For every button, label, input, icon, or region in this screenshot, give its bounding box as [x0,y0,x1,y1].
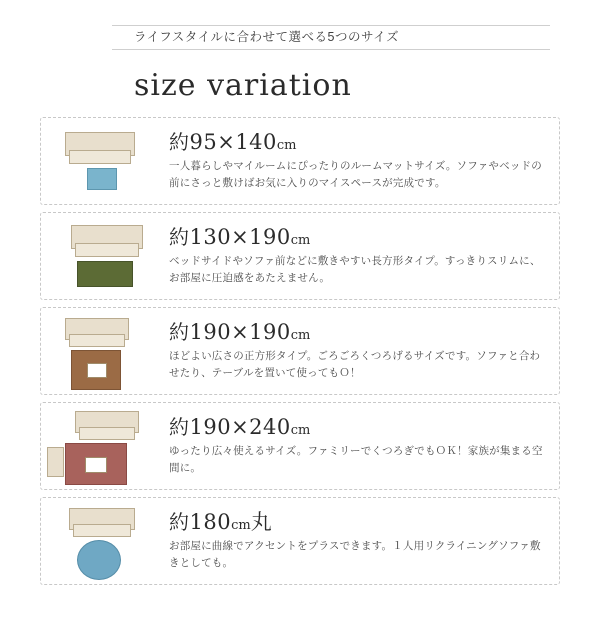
header-band [22,22,578,50]
table-shape [87,363,107,378]
size-label-130x190 [169,226,545,249]
rug-shape [87,168,117,190]
size-value: 95×140 [189,130,277,155]
sofa-seat [69,334,125,347]
text-column-130x190 [165,226,559,286]
illustration-190x240 [41,403,165,489]
size-description-180-round: お部屋に曲線でアクセントをプラスできます。１人用リクライニングソファ敷きとしても。 [169,540,541,569]
size-value: 190×190 [189,320,291,345]
sofa-seat [79,427,135,440]
size-description-190x190: ほどよい広さの正方形タイプ。ごろごろくつろげるサイズです。ソファと合わせたり、テーブルを置いて使ってもＯ！ [169,350,541,379]
size-unit: cm [290,328,311,344]
text-column-190x190 [165,321,559,381]
size-unit: cm [290,233,311,249]
size-description-95x140: 一人暮らしやマイルームにぴったりのルームマットサイズ。ソファやベッドの前にさっと敷けばお気に入りのマイスペースが完成です。 [169,160,542,189]
size-prefix: 約 [169,510,190,535]
size-row-95x140 [40,117,560,205]
page-title: size variation [134,68,352,103]
side-sofa-shape [47,447,64,477]
size-label-190x190 [169,321,545,344]
size-value: 130×190 [189,225,291,250]
size-label-180-round [169,511,545,534]
sofa-seat [75,243,139,257]
illustration-130x190 [41,213,165,299]
size-prefix: 約 [169,320,190,345]
size-row-190x240 [40,402,560,490]
size-row-190x190 [40,307,560,395]
size-variation-list [22,117,578,585]
page-root [0,22,600,622]
size-prefix: 約 [169,225,190,250]
size-row-130x190 [40,212,560,300]
illustration-95x140 [41,118,165,204]
table-shape [85,457,107,473]
size-label-95x140 [169,131,545,154]
header-lead-text: ライフスタイルに合わせて選べる5つのサイズ [126,27,407,45]
size-unit: cm [276,138,297,154]
size-value: 190×240 [189,415,291,440]
size-unit: cm [231,518,251,534]
sofa-seat [69,150,131,164]
size-row-180-round [40,497,560,585]
size-description-130x190: ベッドサイドやソファ前などに敷きやすい長方形タイプ。すっきりスリムに、お部屋に圧迫感をあたえません。 [169,255,541,284]
size-label-190x240 [169,416,545,439]
rug-shape [77,261,133,287]
text-column-180-round [165,511,559,571]
size-suffix: 丸 [250,510,273,535]
text-column-190x240 [165,416,559,476]
size-unit: cm [290,423,311,439]
size-description-190x240: ゆったり広々使えるサイズ。ファミリーでくつろぎでもＯＫ！家族が集まる空間に。 [169,445,543,474]
illustration-180-round [41,498,165,584]
size-prefix: 約 [169,130,190,155]
size-value: 180 [189,510,232,535]
size-prefix: 約 [169,415,190,440]
sofa-seat [73,524,131,537]
text-column-95x140 [165,131,559,191]
illustration-190x190 [41,308,165,394]
rug-shape [77,540,121,580]
